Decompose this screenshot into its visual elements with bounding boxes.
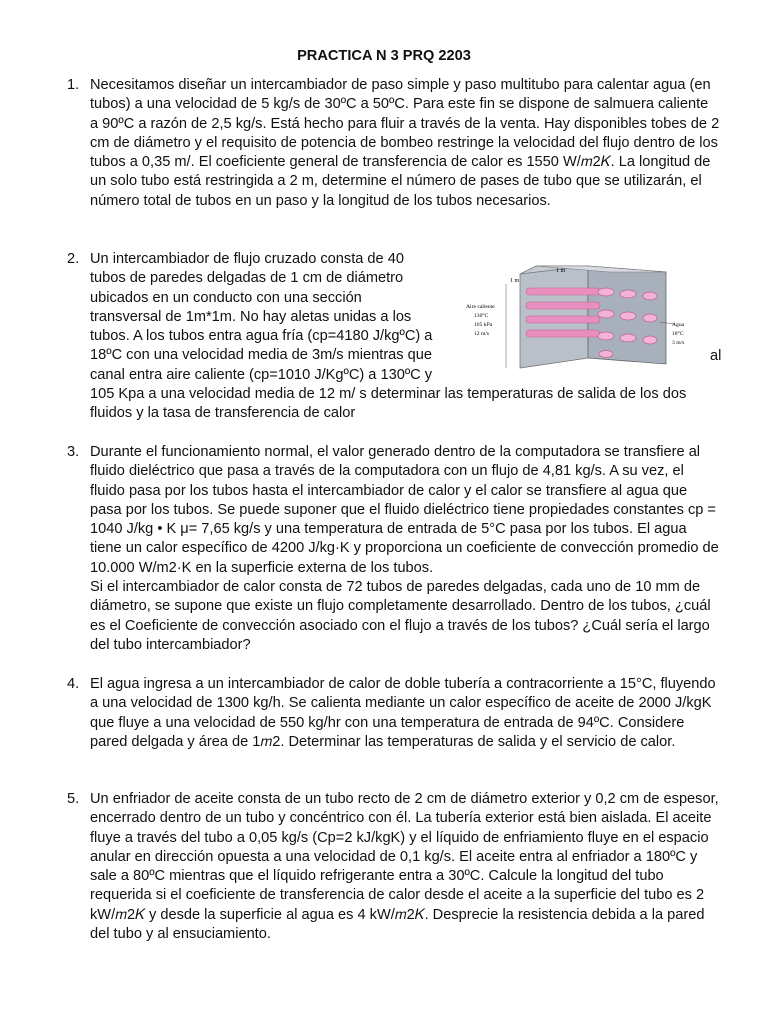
tube-end [643, 292, 657, 300]
text-line: canal entra aire caliente (cp=1010 J/KgºC) a 130ºC y [90, 366, 433, 383]
tube [526, 316, 600, 323]
tube-end [620, 290, 636, 298]
tube-end [598, 310, 614, 318]
cross-flow-exchanger-figure [460, 264, 712, 376]
problem-number: 1. [67, 77, 80, 93]
tube [526, 288, 600, 295]
tube-end [643, 314, 657, 322]
problem-number: 4. [67, 676, 80, 692]
label-air-name: Aire caliente [466, 304, 495, 310]
tube [526, 302, 600, 309]
text-line: 18ºC con una velocidad media de 3m/s mientras que [90, 347, 432, 364]
problem-paragraph-2: Si el intercambiador de calor consta de 72 tubos de paredes delgadas, cada uno de 10 mm de diámetro, se supone que existe un flujo completamente desarrollado. Dentro de los tubos, ¿cuál es el Coeficiente de convección asociado con el flujo a través de los tubos? ¿Cuál sería el largo del tubo intercambiador? [90, 579, 711, 653]
problem-text-wrapped [90, 250, 445, 385]
label-water-name: Agua [672, 322, 685, 328]
problem-number: 3. [67, 444, 80, 460]
label-air-velocity: 12 m/s [474, 331, 490, 337]
label-water-velocity: 3 m/s [672, 340, 685, 346]
problem-text: Necesitamos diseñar un intercambiador de paso simple y paso multitubo para calentar agua (en tubos) a una velocidad de 5 kg/s de 30ºC a 50ºC. Para este fin se dispone de salmuera caliente a 90ºC a razón de 2,5 kg/s. Está hecho para fluir a través de la venta. Hay disponibles tobes de 2 cm de diámetro y el requisito de potencia de bombeo restringe la velocidad del flujo dentro de los tubos a 0,35 m/. El coeficiente general de transferencia de calor es 1550 W/𝑚2𝐾. La longitud de un solo tubo está restringida a 2 m, determine el número de pases de tubo que se utilizarán, el número total de tubos en un paso y la longitud de los tubos necesarios. [90, 77, 720, 209]
tube-end [598, 332, 614, 340]
tube-end [620, 312, 636, 320]
page-title: PRACTICA N 3 PRQ 2203 [297, 48, 471, 64]
text-line: tubos de paredes delgadas de 1 cm de diámetro [90, 270, 404, 287]
label-length-top: 1 m [556, 268, 566, 274]
label-length-left: 1 m [510, 278, 520, 284]
label-water-temp: 18°C [672, 331, 684, 337]
tube-end [620, 334, 636, 342]
text-line: transversal de 1m*1m. No hay aletas unidas a los [90, 308, 412, 325]
tube [526, 330, 600, 337]
problem-text: El agua ingresa a un intercambiador de calor de doble tubería a contracorriente a 15°C, fluyendo a una velocidad de 1300 kg/h. Se calienta mediante un calor específico de aceite de 2000 J/kgK que fluye a una velocidad de 550 kg/hr con una temperatura de entrada de 94ºC. Considere pared delgada y área de 1𝑚2. Determinar las temperaturas de salida y el servicio de calor. [90, 676, 716, 750]
problem-text: Un enfriador de aceite consta de un tubo recto de 2 cm de diámetro exterior y 0,2 cm de espesor, encerrado dentro de un tubo y concéntrico con él. La tubería exterior está bien aislada. El aceite fluye a través del tubo a 0,05 kg/s (Cp=2 kJ/kgK) y el líquido de enfriamiento fluye en el espacio anular en dirección opuesta a una velocidad de 0,1 kg/s. El aceite entra al enfriador a 180ºC y sale a 80ºC mientras que el líquido refrigerante entra a 30ºC. Calcule la longitud del tubo requerida si el coeficiente de transferencia de calor desde el aceite a la superficie del tubo es 2 kW/𝑚2𝐾 y desde la superficie al agua es 4 kW/𝑚2𝐾. Desprecie la resistencia debida a la pared del tubo y al ensuciamiento. [90, 791, 719, 943]
problem-text-tail: 105 Kpa a una velocidad media de 12 m/ s determinar las temperaturas de salida de los dos fluidos y la tasa de transferencia de calor [90, 386, 687, 422]
tube-end [599, 351, 613, 358]
problem-paragraph-1: Durante el funcionamiento normal, el valor generado dentro de la computadora se transfiere al fluido dieléctrico que pasa a través de la computadora con un flujo de 4,81 kg/s. A su vez, el fluido pasa por los tubos hasta el intercambiador de calor y el calor se transfiere al agua que pasa por los tubos. Se puede suponer que el fluido dieléctrico tiene propiedades constantes cp = 1040 J/kg • K μ= 7,65 kg/s y una temperatura de entrada de 5°C pasa por los tubos. El agua tiene un calor específico de 4200 J/kg·K y proporciona un coeficiente de convección promedio de 10.000 W/m2·K en la superficie externa de los tubos. [90, 444, 719, 576]
problem-number: 2. [67, 251, 80, 267]
text-line: ubicados en un conducto con una sección [90, 289, 362, 306]
problem-number: 5. [67, 791, 80, 807]
tube-end [598, 288, 614, 296]
text-line: tubos. A los tubos entra agua fría (cp=4180 J/kgºC) a [90, 328, 433, 345]
text-fragment-al: al [710, 348, 722, 364]
label-air-temp: 130°C [474, 313, 489, 319]
tube-end [643, 336, 657, 344]
text-line: Un intercambiador de flujo cruzado consta de 40 [90, 251, 404, 267]
label-air-pressure: 105 kPa [474, 322, 493, 328]
